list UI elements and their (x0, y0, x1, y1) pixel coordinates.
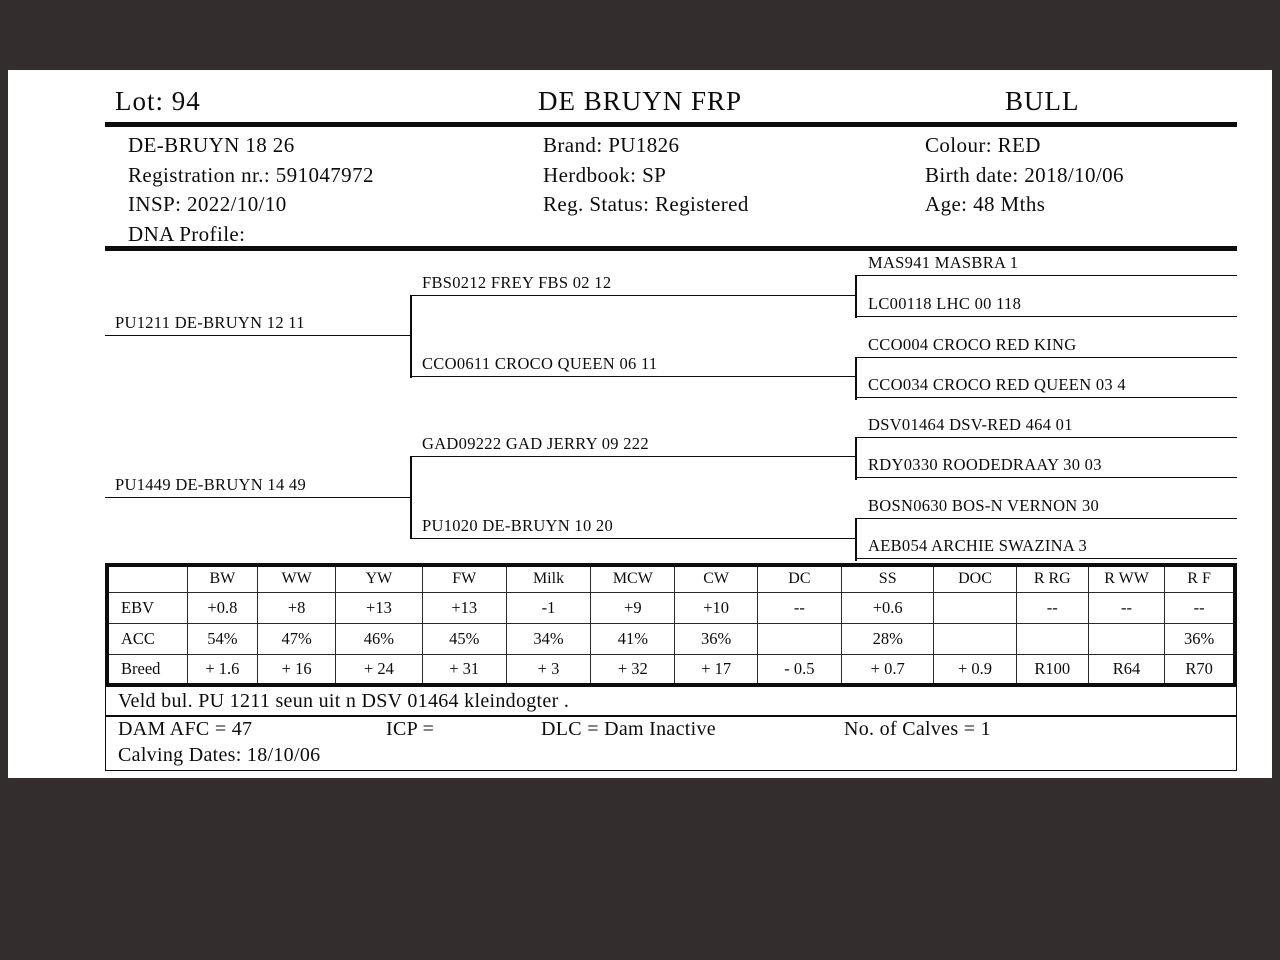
table-row-acc (107, 623, 1235, 654)
pedigree-maternal-grandsire: GAD09222 GAD JERRY 09 222 (410, 432, 855, 457)
column-header: BW (187, 565, 257, 592)
age: Age: 48 Mths (925, 192, 1046, 216)
description-note: Veld bul. PU 1211 seun uit n DSV 01464 kleindogter . (105, 687, 1237, 716)
table-cell: 28% (842, 623, 934, 654)
table-cell: + 0.7 (842, 654, 934, 685)
table-cell: +13 (336, 592, 422, 623)
catalog-sheet (8, 70, 1272, 778)
pedigree-great-grandparent-7: BOSN0630 BOS-N VERNON 30 (855, 494, 1237, 519)
column-header: FW (422, 565, 506, 592)
table-cell (934, 592, 1016, 623)
column-header: DC (757, 565, 841, 592)
table-row-ebv (107, 592, 1235, 623)
column-header: R RG (1016, 565, 1088, 592)
table-cell (1016, 623, 1088, 654)
dam-afc: DAM AFC = 47 (118, 718, 253, 740)
column-header: YW (336, 565, 422, 592)
animal-sex-label: BULL (1005, 86, 1080, 116)
pedigree-great-grandparent-2: LC00118 LHC 00 118 (855, 292, 1237, 317)
herdbook: Herdbook: SP (543, 162, 667, 187)
lot-number: Lot: 94 (115, 86, 201, 116)
table-cell: 41% (591, 623, 675, 654)
table-cell: 54% (187, 623, 257, 654)
table-cell: + 24 (336, 654, 422, 685)
table-cell: 34% (506, 623, 590, 654)
table-cell: + 32 (591, 654, 675, 685)
table-cell: +13 (422, 592, 506, 623)
table-cell: 36% (1165, 623, 1235, 654)
pedigree-great-grandparent-8: AEB054 ARCHIE SWAZINA 3 (855, 534, 1237, 559)
reg-status: Reg. Status: Registered (543, 192, 749, 216)
pedigree-great-grandparent-4: CCO034 CROCO RED QUEEN 03 4 (855, 373, 1237, 398)
pedigree-connector (855, 519, 857, 561)
pedigree-paternal-grandsire: FBS0212 FREY FBS 02 12 (410, 271, 855, 296)
table-cell: 45% (422, 623, 506, 654)
pedigree-connector (855, 358, 857, 400)
table-cell: +9 (591, 592, 675, 623)
table-cell (757, 623, 841, 654)
ebv-table-head (107, 565, 1235, 592)
details-column-left (128, 131, 374, 249)
column-header: DOC (934, 565, 1016, 592)
brand: Brand: PU1826 (543, 133, 680, 157)
pedigree-dam: PU1449 DE-BRUYN 14 49 (105, 473, 410, 498)
row-label: Breed (107, 654, 187, 685)
calving-dates: Calving Dates: 18/10/06 (118, 744, 321, 766)
pedigree-maternal-granddam: PU1020 DE-BRUYN 10 20 (410, 514, 855, 539)
table-cell: + 0.9 (934, 654, 1016, 685)
table-cell: R70 (1165, 654, 1235, 685)
table-cell: +0.6 (842, 592, 934, 623)
table-cell: R100 (1016, 654, 1088, 685)
table-cell: -- (1165, 592, 1235, 623)
column-header: Milk (506, 565, 590, 592)
pedigree-connector (855, 438, 857, 480)
table-cell (934, 623, 1016, 654)
row-label: EBV (107, 592, 187, 623)
pedigree-connector (855, 276, 857, 318)
table-cell: R64 (1088, 654, 1164, 685)
table-cell: +8 (258, 592, 336, 623)
pedigree-paternal-granddam: CCO0611 CROCO QUEEN 06 11 (410, 352, 855, 377)
colour: Colour: RED (925, 133, 1041, 157)
table-cell: + 3 (506, 654, 590, 685)
pedigree-connector (410, 296, 412, 378)
table-cell: +10 (675, 592, 757, 623)
registration-number: Registration nr.: 591047972 (128, 162, 374, 187)
page-title: DE BRUYN FRP (537, 86, 743, 116)
table-cell: +0.8 (187, 592, 257, 623)
pedigree-sire: PU1211 DE-BRUYN 12 11 (105, 311, 410, 336)
icp: ICP = (386, 718, 435, 740)
column-header: CW (675, 565, 757, 592)
table-cell: -- (1088, 592, 1164, 623)
insp-date: INSP: 2022/10/10 (128, 192, 287, 216)
table-header-row (107, 565, 1235, 592)
table-cell: + 16 (258, 654, 336, 685)
row-label: ACC (107, 623, 187, 654)
column-header: WW (258, 565, 336, 592)
pedigree-great-grandparent-3: CCO004 CROCO RED KING (855, 333, 1237, 358)
column-header: R WW (1088, 565, 1164, 592)
table-cell: -- (1016, 592, 1088, 623)
ebv-table (105, 563, 1237, 687)
table-cell: 36% (675, 623, 757, 654)
dam-info-box (105, 716, 1237, 771)
table-cell: -- (757, 592, 841, 623)
details-column-right (925, 131, 1124, 220)
column-header: MCW (591, 565, 675, 592)
table-cell: + 1.6 (187, 654, 257, 685)
calves-count: No. of Calves = 1 (844, 718, 991, 740)
pedigree-connector (410, 457, 412, 539)
dlc: DLC = Dam Inactive (541, 718, 716, 740)
column-header: R F (1165, 565, 1235, 592)
table-cell (1088, 623, 1164, 654)
column-header (107, 565, 187, 592)
pedigree-great-grandparent-6: RDY0330 ROODEDRAAY 30 03 (855, 453, 1237, 478)
ebv-table-body (107, 592, 1235, 685)
pedigree-great-grandparent-5: DSV01464 DSV-RED 464 01 (855, 413, 1237, 438)
header-divider (105, 122, 1237, 127)
birth-date: Birth date: 2018/10/06 (925, 162, 1124, 187)
table-cell: 47% (258, 623, 336, 654)
column-header: SS (842, 565, 934, 592)
table-cell: -1 (506, 592, 590, 623)
details-column-middle (543, 131, 749, 220)
table-row-breed (107, 654, 1235, 685)
dna-profile: DNA Profile: (128, 221, 246, 246)
pedigree-great-grandparent-1: MAS941 MASBRA 1 (855, 251, 1237, 276)
stats-and-notes (105, 563, 1237, 771)
table-cell: + 17 (675, 654, 757, 685)
table-cell: - 0.5 (757, 654, 841, 685)
table-cell: + 31 (422, 654, 506, 685)
table-cell: 46% (336, 623, 422, 654)
animal-name: DE-BRUYN 18 26 (128, 133, 295, 157)
